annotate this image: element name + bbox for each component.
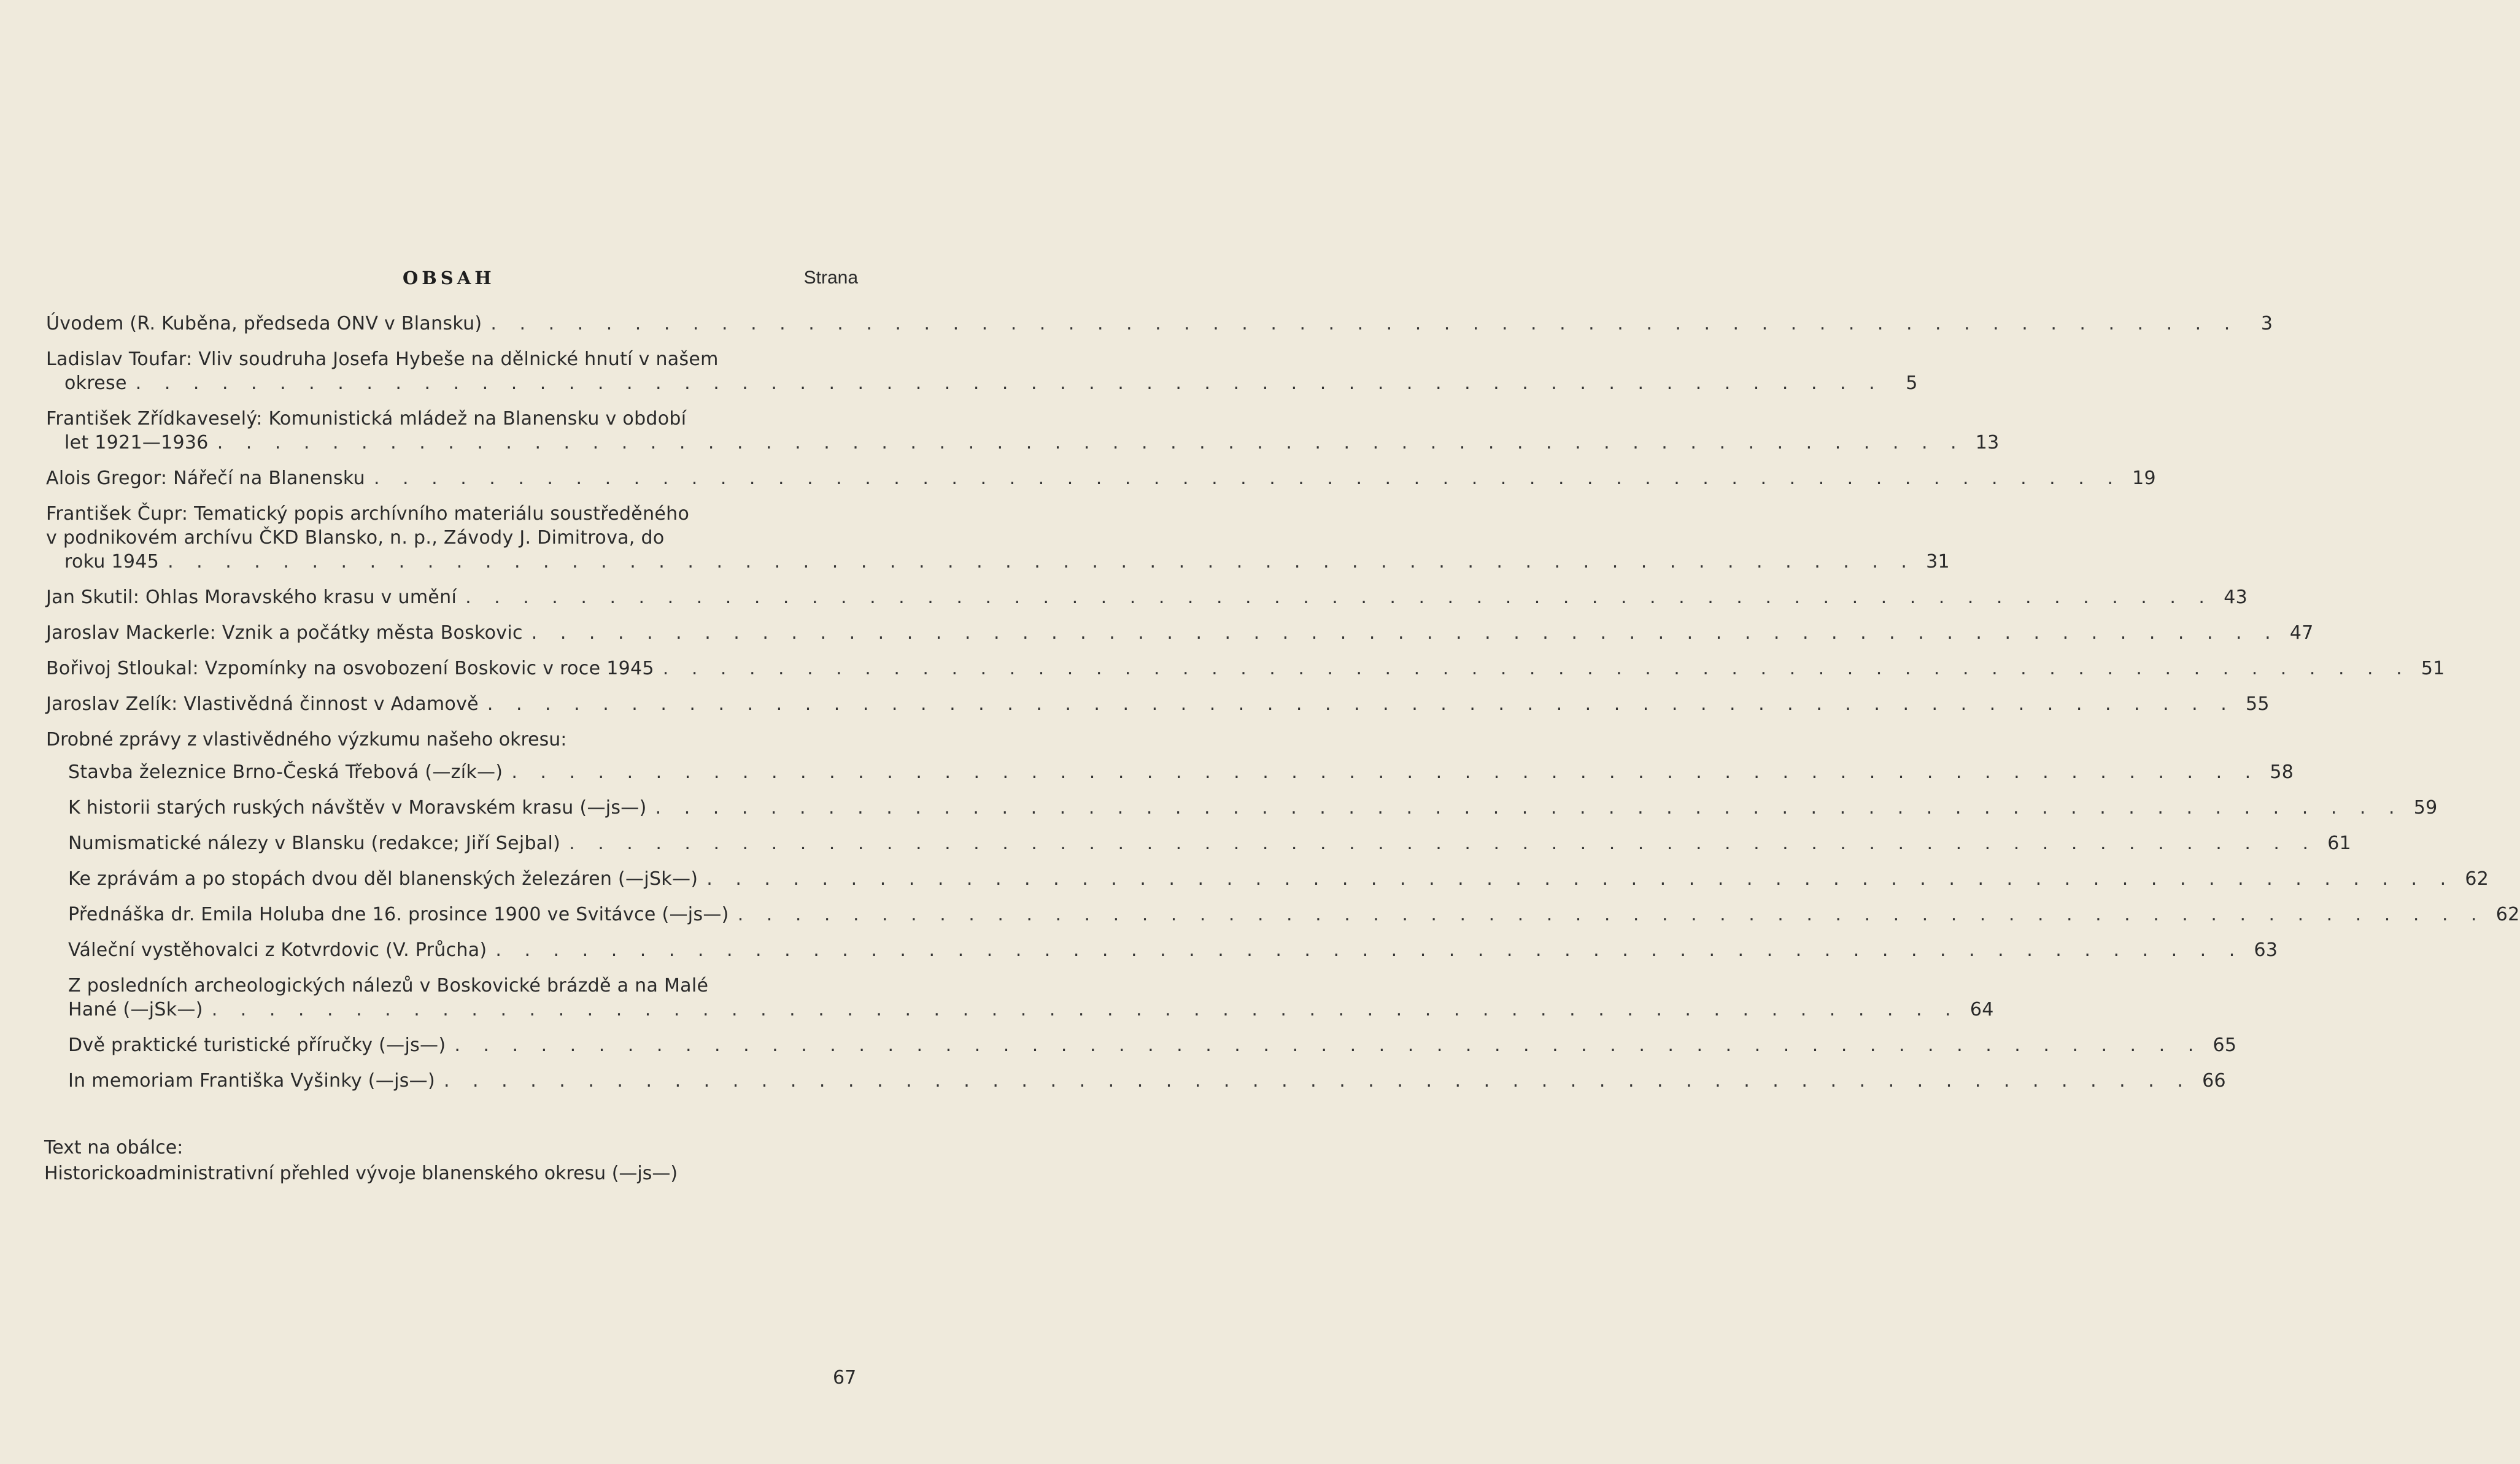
toc-entry-page: 58 bbox=[2270, 761, 2294, 783]
toc-entry-page: 55 bbox=[2246, 693, 2270, 715]
toc-entry-title: Hané (—jSk—) bbox=[68, 999, 203, 1020]
leader-dots: . . . . . . . . . . . . . . . . . . . . . . . . . . . . . . . . . . . . . . . . . . . . . . . . . . . . . . . . . . . . . bbox=[168, 551, 1915, 572]
cover-note bbox=[44, 1135, 678, 1187]
leader-dots: . . . . . . . . . . . . . . . . . . . . . . . . . . . . . . . . . . . . . . . . . . . . . . . . . . . . . . . . . . . . . bbox=[511, 761, 2260, 783]
leader-dots: . . . . . . . . . . . . . . . . . . . . . . . . . . . . . . . . . . . . . . . . . . . . . . . . . . . . . . . . . . . . . bbox=[569, 833, 2317, 854]
toc-entry bbox=[68, 796, 2438, 820]
toc-entry-page: 62 bbox=[2465, 868, 2489, 890]
toc-entry bbox=[68, 831, 2351, 855]
toc-entry-title: Dvě praktické turistické příručky (—js—) bbox=[68, 1034, 446, 1056]
cover-note-text: Historickoadministrativní přehled vývoje blanenského okresu (—js—) bbox=[44, 1163, 678, 1184]
toc-entry-title: Jan Skutil: Ohlas Moravského krasu v umění bbox=[46, 587, 457, 608]
toc-entry bbox=[46, 621, 2314, 645]
toc-entry-page: 51 bbox=[2421, 658, 2445, 679]
toc-entry-page: 47 bbox=[2289, 622, 2314, 644]
toc-entry bbox=[68, 760, 2294, 784]
toc-entry-title: okrese bbox=[64, 372, 127, 394]
toc-entry-page: 64 bbox=[1969, 999, 1994, 1020]
toc-entry-title: Bořivoj Stloukal: Vzpomínky na osvobození Boskovic v roce 1945 bbox=[46, 658, 654, 679]
toc-entry-page: 19 bbox=[2132, 468, 2156, 489]
leader-dots: . . . . . . . . . . . . . . . . . . . . . . . . . . . . . . . . . . . . . . . . . . . . . . . . . . . . . . . . . . . . . bbox=[655, 797, 2403, 819]
toc-entry-page: 66 bbox=[2202, 1070, 2226, 1092]
toc-entry-line: František Čupr: Tematický popis archívního materiálu soustředěného bbox=[46, 503, 690, 525]
page-number: 67 bbox=[833, 1367, 857, 1389]
toc-entry bbox=[68, 974, 1994, 1022]
leader-dots: . . . . . . . . . . . . . . . . . . . . . . . . . . . . . . . . . . . . . . . . . . . . . . . . . . . . . . . . . . . . . bbox=[490, 313, 2239, 334]
leader-dots: . . . . . . . . . . . . . . . . . . . . . . . . . . . . . . . . . . . . . . . . . . . . . . . . . . . . . . . . . . . . . bbox=[495, 939, 2244, 961]
section-label: Drobné zprávy z vlastivědného výzkumu našeho okresu: bbox=[46, 729, 567, 750]
leader-dots: . . . . . . . . . . . . . . . . . . . . . . . . . . . . . . . . . . . . . . . . . . . . . . . . . . . . . . . . . . . . . bbox=[531, 622, 2279, 644]
toc-entry bbox=[46, 502, 1950, 574]
toc-entry-title: In memoriam Františka Vyšinky (—js—) bbox=[68, 1070, 435, 1092]
cover-note-label: Text na obálce: bbox=[44, 1137, 184, 1158]
toc-entry-line: v podnikovém archívu ČKD Blansko, n. p., Závody J. Dimitrova, do bbox=[46, 527, 665, 549]
toc-entry-page: 62 bbox=[2495, 904, 2520, 925]
toc-entry bbox=[68, 938, 2278, 962]
toc-entry bbox=[68, 1069, 2226, 1093]
page-column-heading: Strana bbox=[803, 268, 858, 288]
leader-dots: . . . . . . . . . . . . . . . . . . . . . . . . . . . . . . . . . . . . . . . . . . . . . . . . . . . . . . . . . . . . . bbox=[373, 468, 2122, 489]
toc-entry-line: Z posledních archeologických nálezů v Boskovické brázdě a na Malé bbox=[68, 975, 709, 996]
leader-dots: . . . . . . . . . . . . . . . . . . . . . . . . . . . . . . . . . . . . . . . . . . . . . . . . . . . . . . . . . . . . . bbox=[443, 1070, 2192, 1092]
toc-entry-page: 59 bbox=[2413, 797, 2438, 819]
toc-entry-title: Ke zprávám a po stopách dvou děl blanenských železáren (—jSk—) bbox=[68, 868, 698, 890]
toc-entry-title: Úvodem (R. Kuběna, předseda ONV v Blansku) bbox=[46, 313, 482, 334]
toc-entry bbox=[46, 312, 2273, 336]
toc-entry bbox=[46, 347, 1918, 395]
toc-entry-page: 5 bbox=[1906, 372, 1918, 394]
toc-entry-title: Přednáška dr. Emila Holuba dne 16. prosince 1900 ve Svitávce (—js—) bbox=[68, 904, 729, 925]
toc-entry-title: let 1921—1936 bbox=[64, 432, 209, 453]
toc-entry-title: Stavba železnice Brno-Česká Třebová (—zík—) bbox=[68, 761, 503, 783]
leader-dots: . . . . . . . . . . . . . . . . . . . . . . . . . . . . . . . . . . . . . . . . . . . . . . . . . . . . . . . . . . . . . bbox=[706, 868, 2455, 890]
toc-entry-line: Ladislav Toufar: Vliv soudruha Josefa Hybeše na dělnické hnutí v našem bbox=[46, 349, 719, 370]
leader-dots: . . . . . . . . . . . . . . . . . . . . . . . . . . . . . . . . . . . . . . . . . . . . . . . . . . . . . . . . . . . . . bbox=[737, 904, 2486, 925]
toc-entry-title: Numismatické nálezy v Blansku (redakce; Jiří Sejbal) bbox=[68, 833, 561, 854]
toc-entry-page: 31 bbox=[1926, 551, 1950, 572]
toc-entry-page: 3 bbox=[2260, 313, 2273, 334]
toc-entry-page: 13 bbox=[1975, 432, 2000, 453]
toc-entry-title: roku 1945 bbox=[64, 551, 160, 572]
toc-entry-page: 65 bbox=[2213, 1034, 2237, 1056]
toc-entry-page: 63 bbox=[2254, 939, 2278, 961]
toc-entry-title: Jaroslav Zelík: Vlastivědná činnost v Adamově bbox=[46, 693, 479, 715]
leader-dots: . . . . . . . . . . . . . . . . . . . . . . . . . . . . . . . . . . . . . . . . . . . . . . . . . . . . . . . . . . . . . bbox=[465, 587, 2213, 608]
leader-dots: . . . . . . . . . . . . . . . . . . . . . . . . . . . . . . . . . . . . . . . . . . . . . . . . . . . . . . . . . . . . . bbox=[662, 658, 2411, 679]
toc-entry-title: Alois Gregor: Nářečí na Blanensku bbox=[46, 468, 365, 489]
toc-entry bbox=[68, 867, 2489, 891]
toc-entry bbox=[68, 903, 2520, 927]
toc-entry bbox=[46, 585, 2248, 609]
leader-dots: . . . . . . . . . . . . . . . . . . . . . . . . . . . . . . . . . . . . . . . . . . . . . . . . . . . . . . . . . . . . . bbox=[487, 693, 2235, 715]
toc-entry-title: Jaroslav Mackerle: Vznik a počátky města Boskovic bbox=[46, 622, 523, 644]
toc-entry bbox=[46, 657, 2445, 680]
toc-entry-title: Váleční vystěhovalci z Kotvrdovic (V. Průcha) bbox=[68, 939, 487, 961]
leader-dots: . . . . . . . . . . . . . . . . . . . . . . . . . . . . . . . . . . . . . . . . . . . . . . . . . . . . . . . . . . . . . bbox=[454, 1034, 2203, 1056]
leader-dots: . . . . . . . . . . . . . . . . . . . . . . . . . . . . . . . . . . . . . . . . . . . . . . . . . . . . . . . . . . . . . bbox=[217, 432, 1965, 453]
leader-dots: . . . . . . . . . . . . . . . . . . . . . . . . . . . . . . . . . . . . . . . . . . . . . . . . . . . . . . . . . . . . . bbox=[211, 999, 1960, 1020]
table-of-contents bbox=[46, 312, 2520, 1104]
toc-entry-title: K historii starých ruských návštěv v Moravském krasu (—js—) bbox=[68, 797, 647, 819]
toc-entry-page: 43 bbox=[2224, 587, 2248, 608]
toc-entry bbox=[46, 692, 2270, 716]
toc-sub-entries bbox=[46, 760, 2520, 1093]
toc-entry-page: 61 bbox=[2327, 833, 2351, 854]
toc-entries bbox=[46, 312, 2445, 716]
toc-title: OBSAH bbox=[403, 268, 495, 288]
toc-entry bbox=[68, 1033, 2237, 1057]
leader-dots: . . . . . . . . . . . . . . . . . . . . . . . . . . . . . . . . . . . . . . . . . . . . . . . . . . . . . . . . . . . . . bbox=[135, 372, 1884, 394]
toc-entry bbox=[46, 466, 2156, 490]
toc-entry-line: František Zřídkaveselý: Komunistická mládež na Blanensku v období bbox=[46, 408, 687, 430]
toc-entry bbox=[46, 407, 2000, 455]
